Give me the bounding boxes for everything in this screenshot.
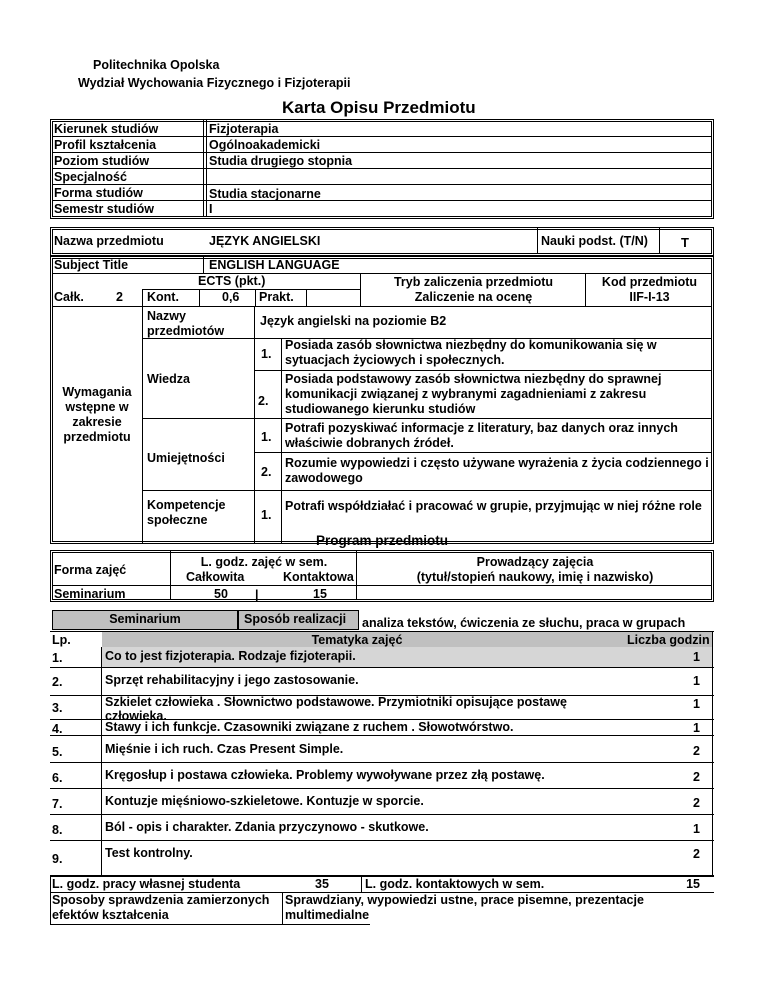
skills-item: Potrafi pozyskiwać informacje z literatury, baz danych oraz innych właściwie dobranych źródeł. — [285, 421, 678, 450]
total-ects-label: Całk. — [54, 290, 84, 304]
kont-value: 0,6 — [222, 290, 240, 304]
program-contact-value: 15 — [313, 587, 327, 601]
topics-label: Tematyka zajęć — [311, 633, 403, 647]
lecturer-label: Prowadzący zajęcia — [476, 555, 594, 569]
university-name: Politechnika Opolska — [93, 58, 220, 72]
study-value: Ogólnoakademicki — [209, 138, 321, 152]
topic-number: 8. — [52, 823, 63, 837]
topic-hours: 2 — [693, 770, 700, 784]
topic-text: Stawy i ich funkcje. Czasowniki związane z ruchem . Słowotwórstwo. — [105, 720, 514, 734]
subject-name-value: JĘZYK ANGIELSKI — [209, 234, 321, 248]
form-label: Forma zajęć — [54, 563, 127, 577]
topic-text: Szkielet człowieka . Słownictwo podstawowe. Przymiotniki opisujące postawę człowieka. — [105, 695, 567, 723]
topic-hours: 1 — [693, 697, 700, 711]
hours-count-label: Liczba godzin — [627, 633, 710, 647]
topic-number: 4. — [52, 722, 63, 736]
item-number: 1. — [261, 508, 272, 522]
program-title: Program przedmiotu — [315, 533, 448, 548]
study-value: Fizjoterapia — [209, 122, 279, 136]
code-value: IIF-I-13 — [629, 290, 670, 304]
subject-names-value: Język angielski na poziomie B2 — [260, 314, 447, 328]
method-value: analiza tekstów, ćwiczenia ze słuchu, praca w grupach — [362, 616, 686, 630]
seminar-form: Seminarium — [109, 612, 181, 626]
topic-text: Co to jest fizjoterapia. Rodzaje fizjoterapii. — [105, 649, 356, 663]
self-work-value: 35 — [315, 877, 329, 891]
item-number: 2. — [261, 465, 272, 479]
study-label: Profil kształcenia — [54, 138, 157, 152]
study-value: Studia drugiego stopnia — [209, 154, 353, 168]
item-number: 2. — [258, 394, 269, 408]
lecturer-subtitle: (tytuł/stopień naukowy, imię i nazwisko) — [416, 570, 654, 584]
topic-number: 3. — [52, 701, 63, 715]
topic-number: 6. — [52, 771, 63, 785]
self-work-label: L. godz. pracy własnej studenta — [52, 877, 241, 891]
basic-science-label: Nauki podst. (T/N) — [541, 234, 648, 248]
topic-text: Kontuzje mięśniowo-szkieletowe. Kontuzje w sporcie. — [105, 794, 424, 808]
method-label: Sposób realizacji — [244, 612, 347, 626]
program-form-value: Seminarium — [54, 587, 126, 601]
topic-number: 9. — [52, 852, 63, 866]
topic-hours: 1 — [693, 674, 700, 688]
topic-hours: 1 — [693, 650, 700, 664]
lp-label: Lp. — [52, 633, 71, 647]
study-value: I — [209, 202, 213, 216]
study-label: Kierunek studiów — [54, 122, 159, 136]
subject-name-label: Nazwa przedmiotu — [54, 234, 164, 248]
mode-label: Tryb zaliczenia przedmiotu — [393, 275, 554, 289]
prereq-label: Wymagania wstępne w zakresie przedmiotu — [62, 385, 132, 444]
skills-item: Rozumie wypowiedzi i często używane wyrażenia z życia codziennego i zawodowego — [285, 456, 709, 485]
contact-hours-total-value: 15 — [686, 877, 700, 891]
social-competences-label: Kompetencje społeczne — [147, 498, 226, 527]
topic-number: 2. — [52, 675, 63, 689]
topic-hours: 2 — [693, 847, 700, 861]
total-ects-value: 2 — [116, 290, 123, 304]
code-label: Kod przedmiotu — [601, 275, 698, 289]
contact-hours-total-label: L. godz. kontaktowych w sem. — [365, 877, 545, 891]
study-label: Specjalność — [54, 170, 127, 184]
subject-title-value: ENGLISH LANGUAGE — [209, 258, 340, 272]
basic-science-value: T — [681, 235, 689, 250]
prakt-label: Prakt. — [259, 290, 294, 304]
item-number: 1. — [261, 347, 272, 361]
topic-hours: 1 — [693, 721, 700, 735]
knowledge-item: Posiada podstawowy zasób słownictwa niezbędny do sprawnej komunikacji związanej z wybranymi zagadnieniami z zakresu studiowanego kierunku studiów — [285, 372, 662, 416]
total-hours-label: Całkowita — [186, 570, 245, 584]
verification-value: Sprawdziany, wypowiedzi ustne, prace pisemne, prezentacje multimedialne — [285, 893, 644, 922]
topic-text: Kręgosłup i postawa człowieka. Problemy wywoływane przez złą postawę. — [105, 768, 545, 782]
ects-label: ECTS (pkt.) — [198, 274, 266, 288]
subject-names-label: Nazwy przedmiotów — [147, 309, 225, 338]
mode-value: Zaliczenie na ocenę — [414, 290, 533, 304]
study-label: Forma studiów — [54, 186, 143, 200]
subject-title-label: Subject Title — [54, 258, 129, 272]
item-number: 1. — [261, 430, 272, 444]
topic-hours: 1 — [693, 822, 700, 836]
program-total-value: 50 — [214, 587, 228, 601]
topic-text: Test kontrolny. — [105, 846, 193, 860]
topic-text: Mięśnie i ich ruch. Czas Present Simple. — [105, 742, 344, 756]
program-separator: | — [255, 588, 259, 602]
study-label: Semestr studiów — [54, 202, 155, 216]
topic-text: Sprzęt rehabilitacyjny i jego zastosowanie. — [105, 673, 359, 687]
topic-hours: 2 — [693, 744, 700, 758]
study-value: Studia stacjonarne — [209, 187, 321, 201]
topic-number: 1. — [52, 651, 63, 665]
knowledge-item: Posiada zasób słownictwa niezbędny do komunikowania się w sytuacjach życiowych i społecznych. — [285, 338, 657, 367]
topic-number: 5. — [52, 745, 63, 759]
verification-label: Sposoby sprawdzenia zamierzonych efektów kształcenia — [52, 893, 270, 922]
skills-label: Umiejętności — [147, 451, 225, 465]
topic-hours: 2 — [693, 796, 700, 810]
topic-number: 7. — [52, 797, 63, 811]
study-label: Poziom studiów — [54, 154, 150, 168]
hours-label: L. godz. zajęć w sem. — [200, 555, 328, 569]
faculty-name: Wydział Wychowania Fizycznego i Fizjoterapii — [78, 76, 351, 90]
topic-text: Ból - opis i charakter. Zdania przyczynowo - skutkowe. — [105, 820, 429, 834]
page-title: Karta Opisu Przedmiotu — [282, 98, 476, 117]
kont-label: Kont. — [147, 290, 179, 304]
social-competences-item: Potrafi współdziałać i pracować w grupie, przyjmując w niej różne role — [285, 499, 702, 513]
contact-hours-label: Kontaktowa — [283, 570, 354, 584]
knowledge-label: Wiedza — [147, 372, 190, 386]
